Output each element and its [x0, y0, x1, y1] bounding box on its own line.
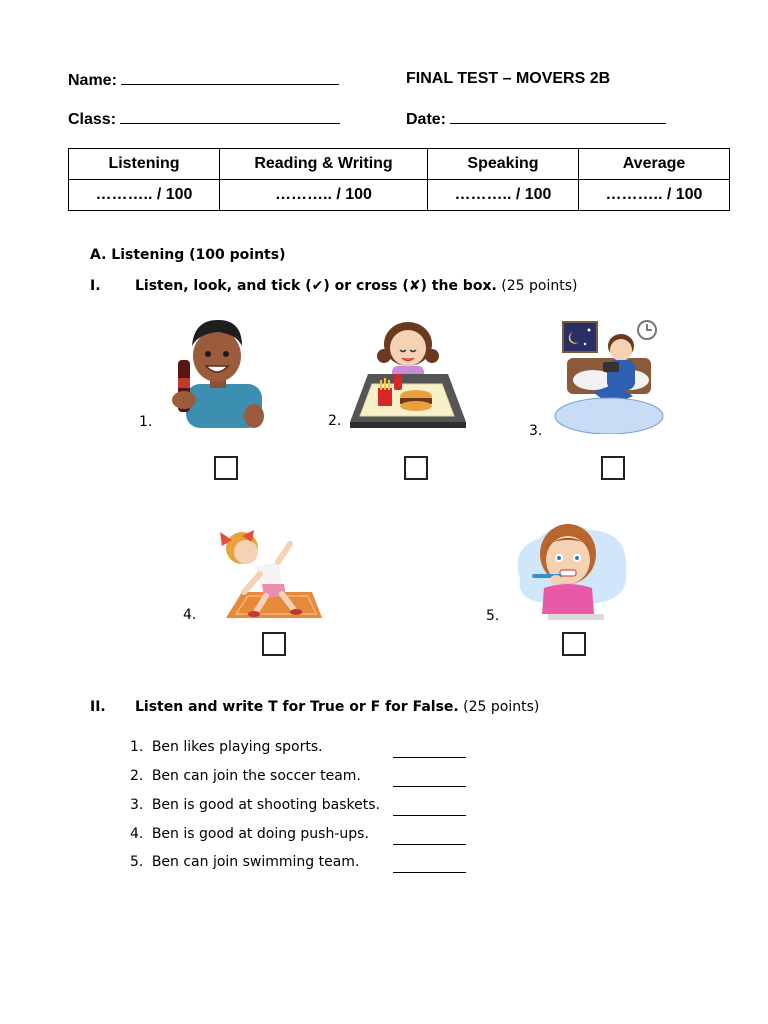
class-blank[interactable] — [120, 109, 340, 124]
tf-4-answer-blank[interactable] — [393, 843, 466, 845]
item-2-answer-box[interactable] — [404, 456, 428, 480]
girl-exercising-icon — [208, 522, 322, 622]
tf-3-number: 3. — [130, 797, 144, 813]
item-3-answer-box[interactable] — [601, 456, 625, 480]
list-item — [130, 826, 369, 842]
part1-points: (25 points) — [496, 278, 578, 294]
tf-1-text: Ben likes playing sports. — [151, 739, 323, 755]
test-title: FINAL TEST – MOVERS 2B — [406, 70, 611, 87]
name-label: Name: — [68, 72, 117, 89]
name-blank[interactable] — [121, 70, 339, 85]
boy-gaming-in-bed-icon — [553, 318, 665, 434]
score-header-row — [69, 149, 730, 180]
tf-3-answer-blank[interactable] — [393, 814, 466, 816]
part1-instruction-line — [135, 278, 577, 294]
boy-drinking-soda-icon — [164, 316, 266, 428]
score-table — [68, 148, 730, 211]
item-4-answer-box[interactable] — [262, 632, 286, 656]
tf-2-text: Ben can join the soccer team. — [151, 768, 361, 784]
list-item — [130, 797, 380, 813]
score-header-average: Average — [579, 149, 730, 180]
score-header-speaking: Speaking — [428, 149, 579, 180]
item-1-number: 1. — [139, 414, 153, 430]
tf-3-text: Ben is good at shooting baskets. — [151, 797, 380, 813]
item-1-answer-box[interactable] — [214, 456, 238, 480]
date-field[interactable] — [406, 109, 666, 129]
item-5-answer-box[interactable] — [562, 632, 586, 656]
tf-2-answer-blank[interactable] — [393, 785, 466, 787]
tf-5-number: 5. — [130, 854, 144, 870]
tf-1-number: 1. — [130, 739, 144, 755]
item-5-number: 5. — [486, 608, 500, 624]
tf-4-text: Ben is good at doing push-ups. — [151, 826, 369, 842]
tf-1-answer-blank[interactable] — [393, 756, 466, 758]
tf-5-text: Ben can join swimming team. — [151, 854, 360, 870]
score-value-row — [69, 180, 730, 211]
part2-points: (25 points) — [458, 699, 540, 715]
part2-instruction-line — [135, 699, 539, 715]
girl-eating-fast-food-icon — [350, 314, 466, 428]
score-value-listening[interactable]: ……….. / 100 — [69, 180, 220, 211]
list-item — [130, 854, 359, 870]
list-item — [130, 739, 323, 755]
score-header-listening: Listening — [69, 149, 220, 180]
name-field[interactable] — [68, 70, 339, 90]
score-value-average[interactable]: ……….. / 100 — [579, 180, 730, 211]
item-4-number: 4. — [183, 607, 197, 623]
item-3-number: 3. — [529, 423, 543, 439]
date-blank[interactable] — [450, 109, 666, 124]
tf-2-number: 2. — [130, 768, 144, 784]
girl-brushing-teeth-icon — [510, 518, 630, 622]
part1-numeral: I. — [90, 278, 101, 294]
tf-4-number: 4. — [130, 826, 144, 842]
part2-numeral: II. — [90, 699, 106, 715]
item-2-number: 2. — [328, 413, 342, 429]
section-a-title: A. Listening (100 points) — [90, 247, 286, 263]
date-label: Date: — [406, 111, 447, 128]
part1-instruction: Listen, look, and tick (✔) or cross (✘) the box. — [135, 278, 497, 294]
part2-instruction: Listen and write T for True or F for False. — [135, 699, 459, 715]
class-label: Class: — [68, 111, 117, 128]
class-field[interactable] — [68, 109, 340, 129]
score-value-speaking[interactable]: ……….. / 100 — [428, 180, 579, 211]
score-header-reading-writing: Reading & Writing — [220, 149, 428, 180]
list-item — [130, 768, 361, 784]
tf-5-answer-blank[interactable] — [393, 871, 466, 873]
score-value-reading-writing[interactable]: ……….. / 100 — [220, 180, 428, 211]
